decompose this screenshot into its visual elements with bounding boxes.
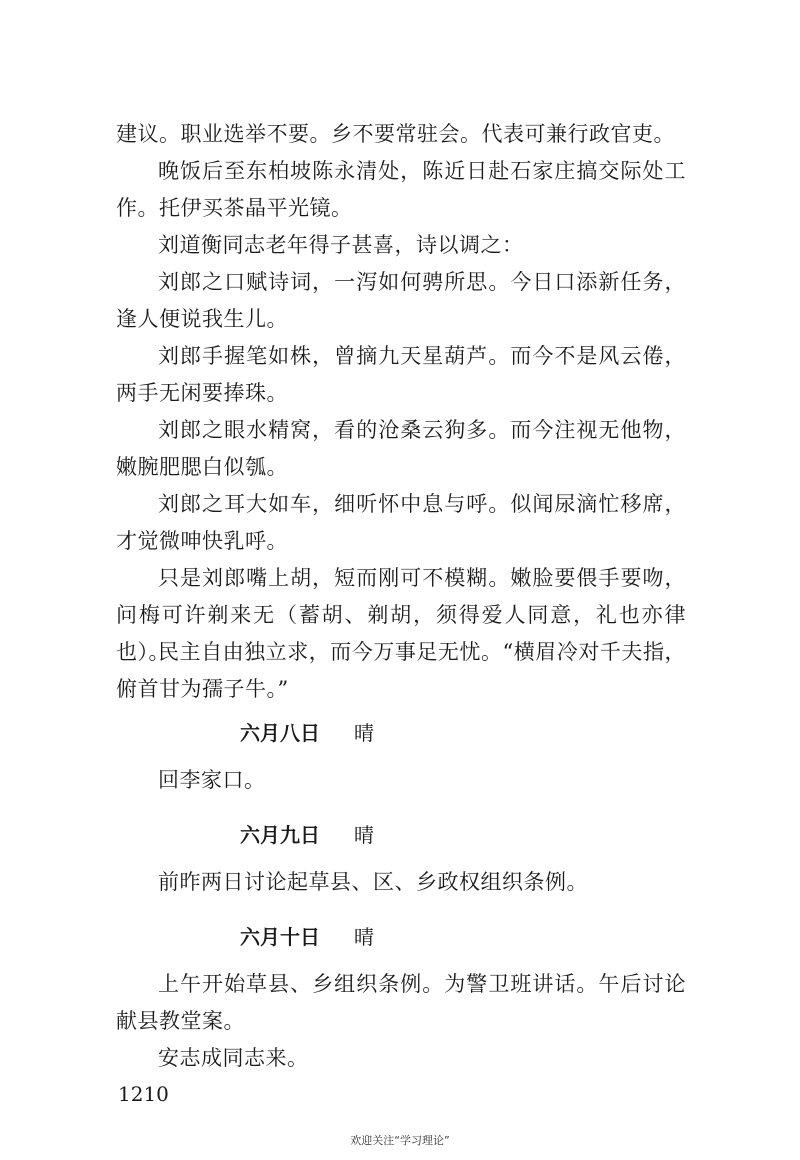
date-text: 六月八日 xyxy=(240,721,320,745)
paragraph-dinner-visit: 晚饭后至东柏坡陈永清处，陈近日赴石家庄搞交际处工作。托伊买茶晶平光镜。 xyxy=(116,159,686,220)
paragraph-continuation: 建议。职业选举不要。乡不要常驻会。代表可兼行政官吏。 xyxy=(116,122,675,146)
page-number: 1210 xyxy=(118,1082,169,1106)
diary-entry-text: 安志成同志来。 xyxy=(158,1046,309,1070)
poem-stanza-hand: 刘郎手握笔如株，曾摘九天星葫芦。而今不是风云倦，两手无闲要捧珠。 xyxy=(116,344,686,405)
diary-entry-text: 前昨两日讨论起草县、区、乡政权组织条例。 xyxy=(158,870,588,894)
poem-stanza-closing: 民主自由独立求，而今万事足无忧。“横眉冷对千夫指，俯首甘为孺子牛。” xyxy=(116,640,686,701)
poem-stanza-mouth: 刘郎之口赋诗词，一泻如何骋所思。今日口添新任务，逢人便说我生儿。 xyxy=(116,270,686,331)
poem-stanza-eye: 刘郎之眼水精窝，看的沧桑云狗多。而今注视无他物，嫩腕肥腮白似瓠。 xyxy=(116,418,686,479)
weather-text: 晴 xyxy=(354,721,374,745)
diary-entry-text: 上午开始草县、乡组织条例。为警卫班讲话。午后讨论献县教堂案。 xyxy=(116,972,686,1033)
diary-date-heading xyxy=(240,820,374,850)
diary-date-heading xyxy=(240,718,374,748)
date-text: 六月十日 xyxy=(240,925,320,949)
poem-stanza-beard: 只是刘郎嘴上胡，短而刚可不模糊。嫩脸要偎手要吻，问梅可许剃来无（蓄胡、剃胡，须得爱人同意，礼也亦律也）。 xyxy=(116,566,686,664)
weather-text: 晴 xyxy=(354,823,374,847)
date-text: 六月九日 xyxy=(240,823,320,847)
diary-entry-text: 回李家口。 xyxy=(158,768,266,792)
footer-watermark: 欢迎关注“学习理论” xyxy=(350,1134,450,1147)
poem-stanza-ear: 刘郎之耳大如车，细听怀中息与呼。似闻尿滴忙移席，才觉微呻快乳呼。 xyxy=(116,492,686,553)
paragraph-poem-intro: 刘道衡同志老年得子甚喜，诗以调之： xyxy=(158,233,524,257)
diary-date-heading xyxy=(240,922,374,952)
weather-text: 晴 xyxy=(354,925,374,949)
